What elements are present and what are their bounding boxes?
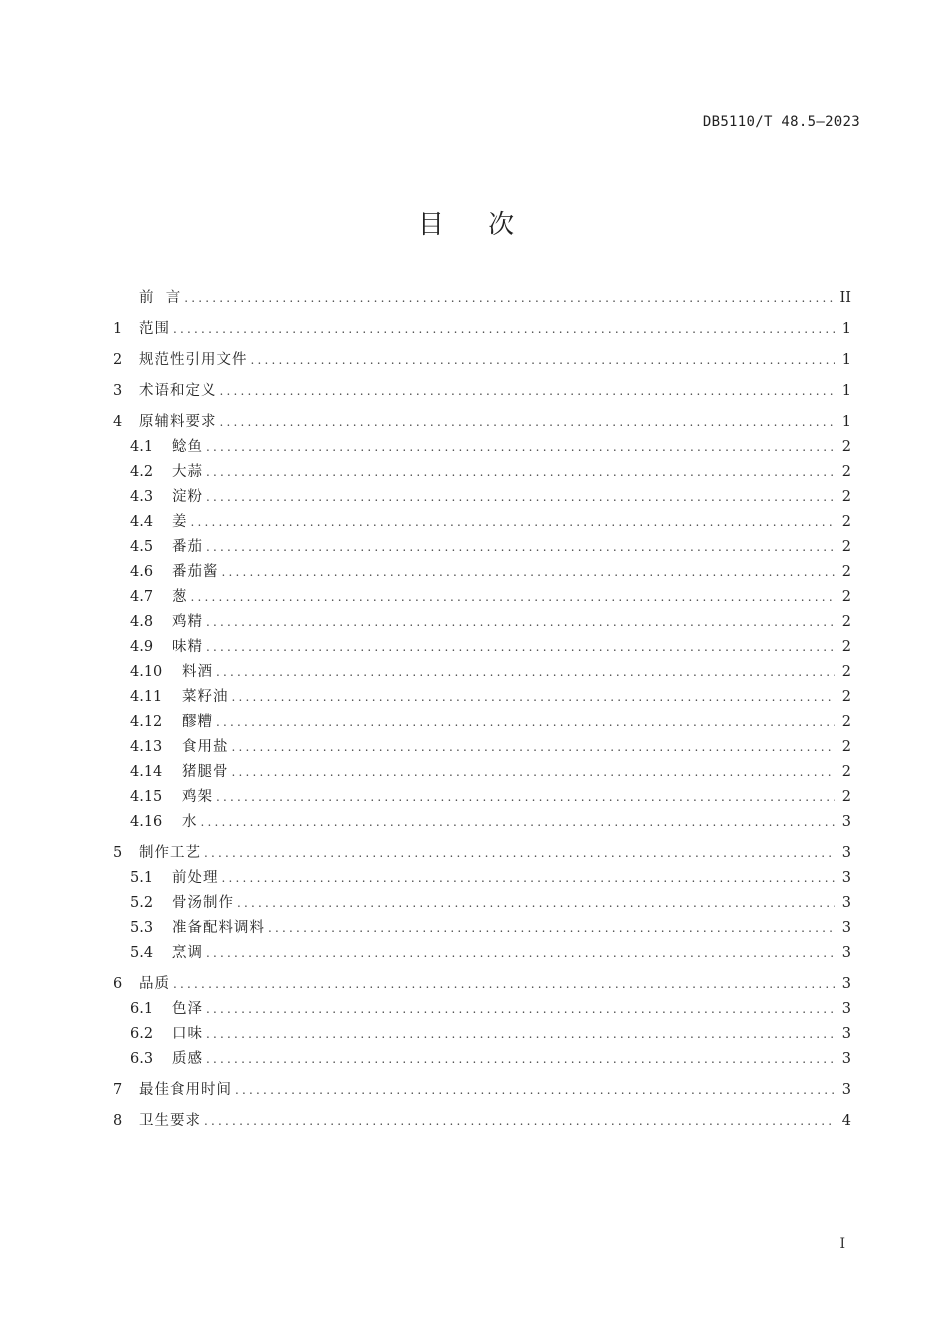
toc-entry-page: 2 bbox=[841, 714, 851, 730]
toc-entry-page: 1 bbox=[841, 352, 851, 368]
toc-leader-dots bbox=[204, 1109, 835, 1134]
toc-entry[interactable] bbox=[113, 660, 851, 685]
toc-entry[interactable] bbox=[113, 610, 851, 635]
toc-entry[interactable] bbox=[113, 891, 851, 916]
toc-entry-number: 1 bbox=[113, 321, 123, 337]
toc-entry-label: 菜籽油 bbox=[182, 689, 229, 705]
toc-entry-number: 5.4 bbox=[130, 945, 154, 961]
toc-entry-page: 3 bbox=[841, 1026, 851, 1042]
toc-leader-dots bbox=[206, 997, 835, 1022]
toc-leader-dots bbox=[206, 610, 835, 635]
toc-entry-label: 葱 bbox=[172, 589, 188, 605]
toc-entry-number: 7 bbox=[113, 1082, 123, 1098]
toc-entry-page: 3 bbox=[841, 814, 851, 830]
toc-entry-number: 5 bbox=[113, 845, 123, 861]
toc-leader-dots bbox=[206, 535, 835, 560]
toc-entry[interactable] bbox=[113, 635, 851, 660]
toc-entry-page: 2 bbox=[841, 489, 851, 505]
toc-leader-dots bbox=[222, 560, 836, 585]
document-code: DB5110/T 48.5—2023 bbox=[702, 114, 860, 130]
toc-entry-page: 1 bbox=[841, 414, 851, 430]
toc-entry-number: 5.1 bbox=[130, 870, 154, 886]
toc-entry-number: 4.6 bbox=[130, 564, 154, 580]
toc-leader-dots bbox=[216, 710, 835, 735]
toc-entry[interactable] bbox=[113, 735, 851, 760]
toc-entry-number: 4.11 bbox=[130, 689, 163, 705]
toc-entry-number: 6.1 bbox=[130, 1001, 154, 1017]
toc-leader-dots bbox=[206, 1047, 835, 1072]
toc-entry-page: 2 bbox=[841, 589, 851, 605]
toc-entry-page: 2 bbox=[841, 789, 851, 805]
toc-entry-number: 8 bbox=[113, 1113, 123, 1129]
toc-entry-number: 4.12 bbox=[130, 714, 163, 730]
toc-leader-dots bbox=[206, 460, 835, 485]
toc-entry-number: 4.10 bbox=[130, 664, 163, 680]
toc-leader-dots bbox=[204, 841, 835, 866]
toc-entry-label: 范围 bbox=[139, 321, 170, 337]
toc-entry-page: 3 bbox=[841, 976, 851, 992]
toc-entry[interactable] bbox=[113, 286, 851, 311]
toc-leader-dots bbox=[216, 660, 835, 685]
toc-entry-number: 4.8 bbox=[130, 614, 154, 630]
toc-entry-page: 2 bbox=[841, 564, 851, 580]
toc-entry[interactable] bbox=[113, 941, 851, 966]
toc-entry-label: 料酒 bbox=[182, 664, 213, 680]
toc-entry[interactable] bbox=[113, 379, 851, 404]
toc-entry-page: 4 bbox=[841, 1113, 851, 1129]
toc-entry-label: 鸡架 bbox=[182, 789, 213, 805]
toc-entry-label: 醪糟 bbox=[182, 714, 213, 730]
toc-entry[interactable] bbox=[113, 435, 851, 460]
toc-entry-page: 1 bbox=[841, 383, 851, 399]
toc-entry-label: 品质 bbox=[139, 976, 170, 992]
toc-leader-dots bbox=[206, 485, 835, 510]
toc-entry[interactable] bbox=[113, 1109, 851, 1134]
toc-leader-dots bbox=[232, 735, 836, 760]
toc-entry-label: 骨汤制作 bbox=[172, 895, 234, 911]
toc-entry[interactable] bbox=[113, 560, 851, 585]
toc-entry-page: II bbox=[839, 290, 851, 306]
toc-entry-page: 3 bbox=[841, 945, 851, 961]
toc-entry[interactable] bbox=[113, 866, 851, 891]
toc-entry-page: 3 bbox=[841, 870, 851, 886]
toc-leader-dots bbox=[216, 785, 835, 810]
toc-entry[interactable] bbox=[113, 916, 851, 941]
toc-entry-number: 5.3 bbox=[130, 920, 154, 936]
toc-entry-page: 2 bbox=[841, 539, 851, 555]
toc-entry-number: 4.2 bbox=[130, 464, 154, 480]
toc-entry[interactable] bbox=[113, 485, 851, 510]
toc-entry-label: 术语和定义 bbox=[139, 383, 217, 399]
toc-entry-label: 味精 bbox=[172, 639, 203, 655]
toc-leader-dots bbox=[222, 866, 836, 891]
toc-entry-label: 规范性引用文件 bbox=[139, 352, 248, 368]
toc-entry[interactable] bbox=[113, 535, 851, 560]
toc-leader-dots bbox=[232, 760, 836, 785]
toc-entry-label: 鲶鱼 bbox=[172, 439, 203, 455]
toc-entry-page: 2 bbox=[841, 664, 851, 680]
toc-entry-number: 4.15 bbox=[130, 789, 163, 805]
toc-entry-number: 4.3 bbox=[130, 489, 154, 505]
toc-entry[interactable] bbox=[113, 785, 851, 810]
toc-leader-dots bbox=[237, 891, 835, 916]
toc-entry-page: 3 bbox=[841, 1051, 851, 1067]
toc-entry-page: 3 bbox=[841, 920, 851, 936]
toc-entry-label: 口味 bbox=[172, 1026, 203, 1042]
toc-entry-number: 4.5 bbox=[130, 539, 154, 555]
toc-leader-dots bbox=[235, 1078, 835, 1103]
toc-entry-page: 2 bbox=[841, 439, 851, 455]
toc-entry-number: 4.14 bbox=[130, 764, 163, 780]
toc-entry[interactable] bbox=[113, 585, 851, 610]
toc-entry-label: 鸡精 bbox=[172, 614, 203, 630]
toc-entry-page: 2 bbox=[841, 514, 851, 530]
toc-entry[interactable] bbox=[113, 510, 851, 535]
toc-entry[interactable] bbox=[113, 317, 851, 342]
toc-entry-number: 4.4 bbox=[130, 514, 154, 530]
toc-entry[interactable] bbox=[113, 710, 851, 735]
toc-entry-number: 2 bbox=[113, 352, 123, 368]
toc-entry-number: 6 bbox=[113, 976, 123, 992]
toc-entry[interactable] bbox=[113, 997, 851, 1022]
toc-leader-dots bbox=[206, 635, 835, 660]
toc-entry[interactable] bbox=[113, 841, 851, 866]
toc-entry-number: 4.16 bbox=[130, 814, 163, 830]
toc-entry-label: 制作工艺 bbox=[139, 845, 201, 861]
toc-entry-label: 大蒜 bbox=[172, 464, 203, 480]
toc-entry[interactable] bbox=[113, 410, 851, 435]
toc-entry-label: 前处理 bbox=[172, 870, 219, 886]
toc-entry-page: 3 bbox=[841, 845, 851, 861]
toc-leader-dots bbox=[220, 410, 836, 435]
toc-leader-dots bbox=[191, 585, 836, 610]
toc-leader-dots bbox=[206, 1022, 835, 1047]
toc-entry[interactable] bbox=[113, 810, 851, 835]
toc-entry-page: 3 bbox=[841, 1082, 851, 1098]
toc-entry[interactable] bbox=[113, 1047, 851, 1072]
toc-leader-dots bbox=[201, 810, 836, 835]
table-of-contents bbox=[113, 286, 851, 1134]
footer-page-number: I bbox=[839, 1236, 845, 1252]
toc-entry-label: 猪腿骨 bbox=[182, 764, 229, 780]
toc-entry-number: 6.2 bbox=[130, 1026, 154, 1042]
toc-entry-label: 姜 bbox=[172, 514, 188, 530]
toc-entry[interactable] bbox=[113, 460, 851, 485]
toc-entry-page: 1 bbox=[841, 321, 851, 337]
toc-leader-dots bbox=[268, 916, 835, 941]
toc-entry-label: 烹调 bbox=[172, 945, 203, 961]
toc-entry-label: 卫生要求 bbox=[139, 1113, 201, 1129]
toc-leader-dots bbox=[173, 972, 835, 997]
toc-entry-number: 3 bbox=[113, 383, 123, 399]
toc-leader-dots bbox=[206, 941, 835, 966]
toc-entry-number: 4.13 bbox=[130, 739, 163, 755]
toc-leader-dots bbox=[251, 348, 836, 373]
toc-entry[interactable] bbox=[113, 972, 851, 997]
toc-entry-number: 4.1 bbox=[130, 439, 154, 455]
toc-entry-label: 番茄酱 bbox=[172, 564, 219, 580]
toc-entry-number: 4.7 bbox=[130, 589, 154, 605]
toc-entry-page: 3 bbox=[841, 895, 851, 911]
toc-entry-label: 最佳食用时间 bbox=[139, 1082, 232, 1098]
toc-entry-label: 番茄 bbox=[172, 539, 203, 555]
toc-entry[interactable] bbox=[113, 685, 851, 710]
toc-entry-label: 质感 bbox=[172, 1051, 203, 1067]
toc-leader-dots bbox=[232, 685, 836, 710]
toc-entry-label: 食用盐 bbox=[182, 739, 229, 755]
toc-leader-dots bbox=[206, 435, 835, 460]
toc-entry-number: 4.9 bbox=[130, 639, 154, 655]
toc-entry-page: 2 bbox=[841, 764, 851, 780]
toc-entry-label: 原辅料要求 bbox=[139, 414, 217, 430]
toc-entry-number: 4 bbox=[113, 414, 123, 430]
toc-entry[interactable] bbox=[113, 1078, 851, 1103]
toc-entry-label: 前 言 bbox=[139, 290, 182, 306]
toc-entry-label: 水 bbox=[182, 814, 198, 830]
toc-entry[interactable] bbox=[113, 1022, 851, 1047]
toc-entry[interactable] bbox=[113, 348, 851, 373]
toc-entry-label: 准备配料调料 bbox=[172, 920, 265, 936]
toc-entry-number: 5.2 bbox=[130, 895, 154, 911]
page-title: 目 次 bbox=[417, 210, 533, 240]
toc-leader-dots bbox=[220, 379, 836, 404]
toc-entry-label: 淀粉 bbox=[172, 489, 203, 505]
toc-entry-label: 色泽 bbox=[172, 1001, 203, 1017]
toc-entry-page: 3 bbox=[841, 1001, 851, 1017]
toc-entry[interactable] bbox=[113, 760, 851, 785]
toc-entry-page: 2 bbox=[841, 639, 851, 655]
toc-leader-dots bbox=[184, 286, 833, 311]
toc-leader-dots bbox=[191, 510, 836, 535]
toc-entry-page: 2 bbox=[841, 689, 851, 705]
toc-leader-dots bbox=[173, 317, 835, 342]
toc-entry-page: 2 bbox=[841, 614, 851, 630]
toc-entry-number: 6.3 bbox=[130, 1051, 154, 1067]
toc-entry-page: 2 bbox=[841, 739, 851, 755]
toc-entry-page: 2 bbox=[841, 464, 851, 480]
